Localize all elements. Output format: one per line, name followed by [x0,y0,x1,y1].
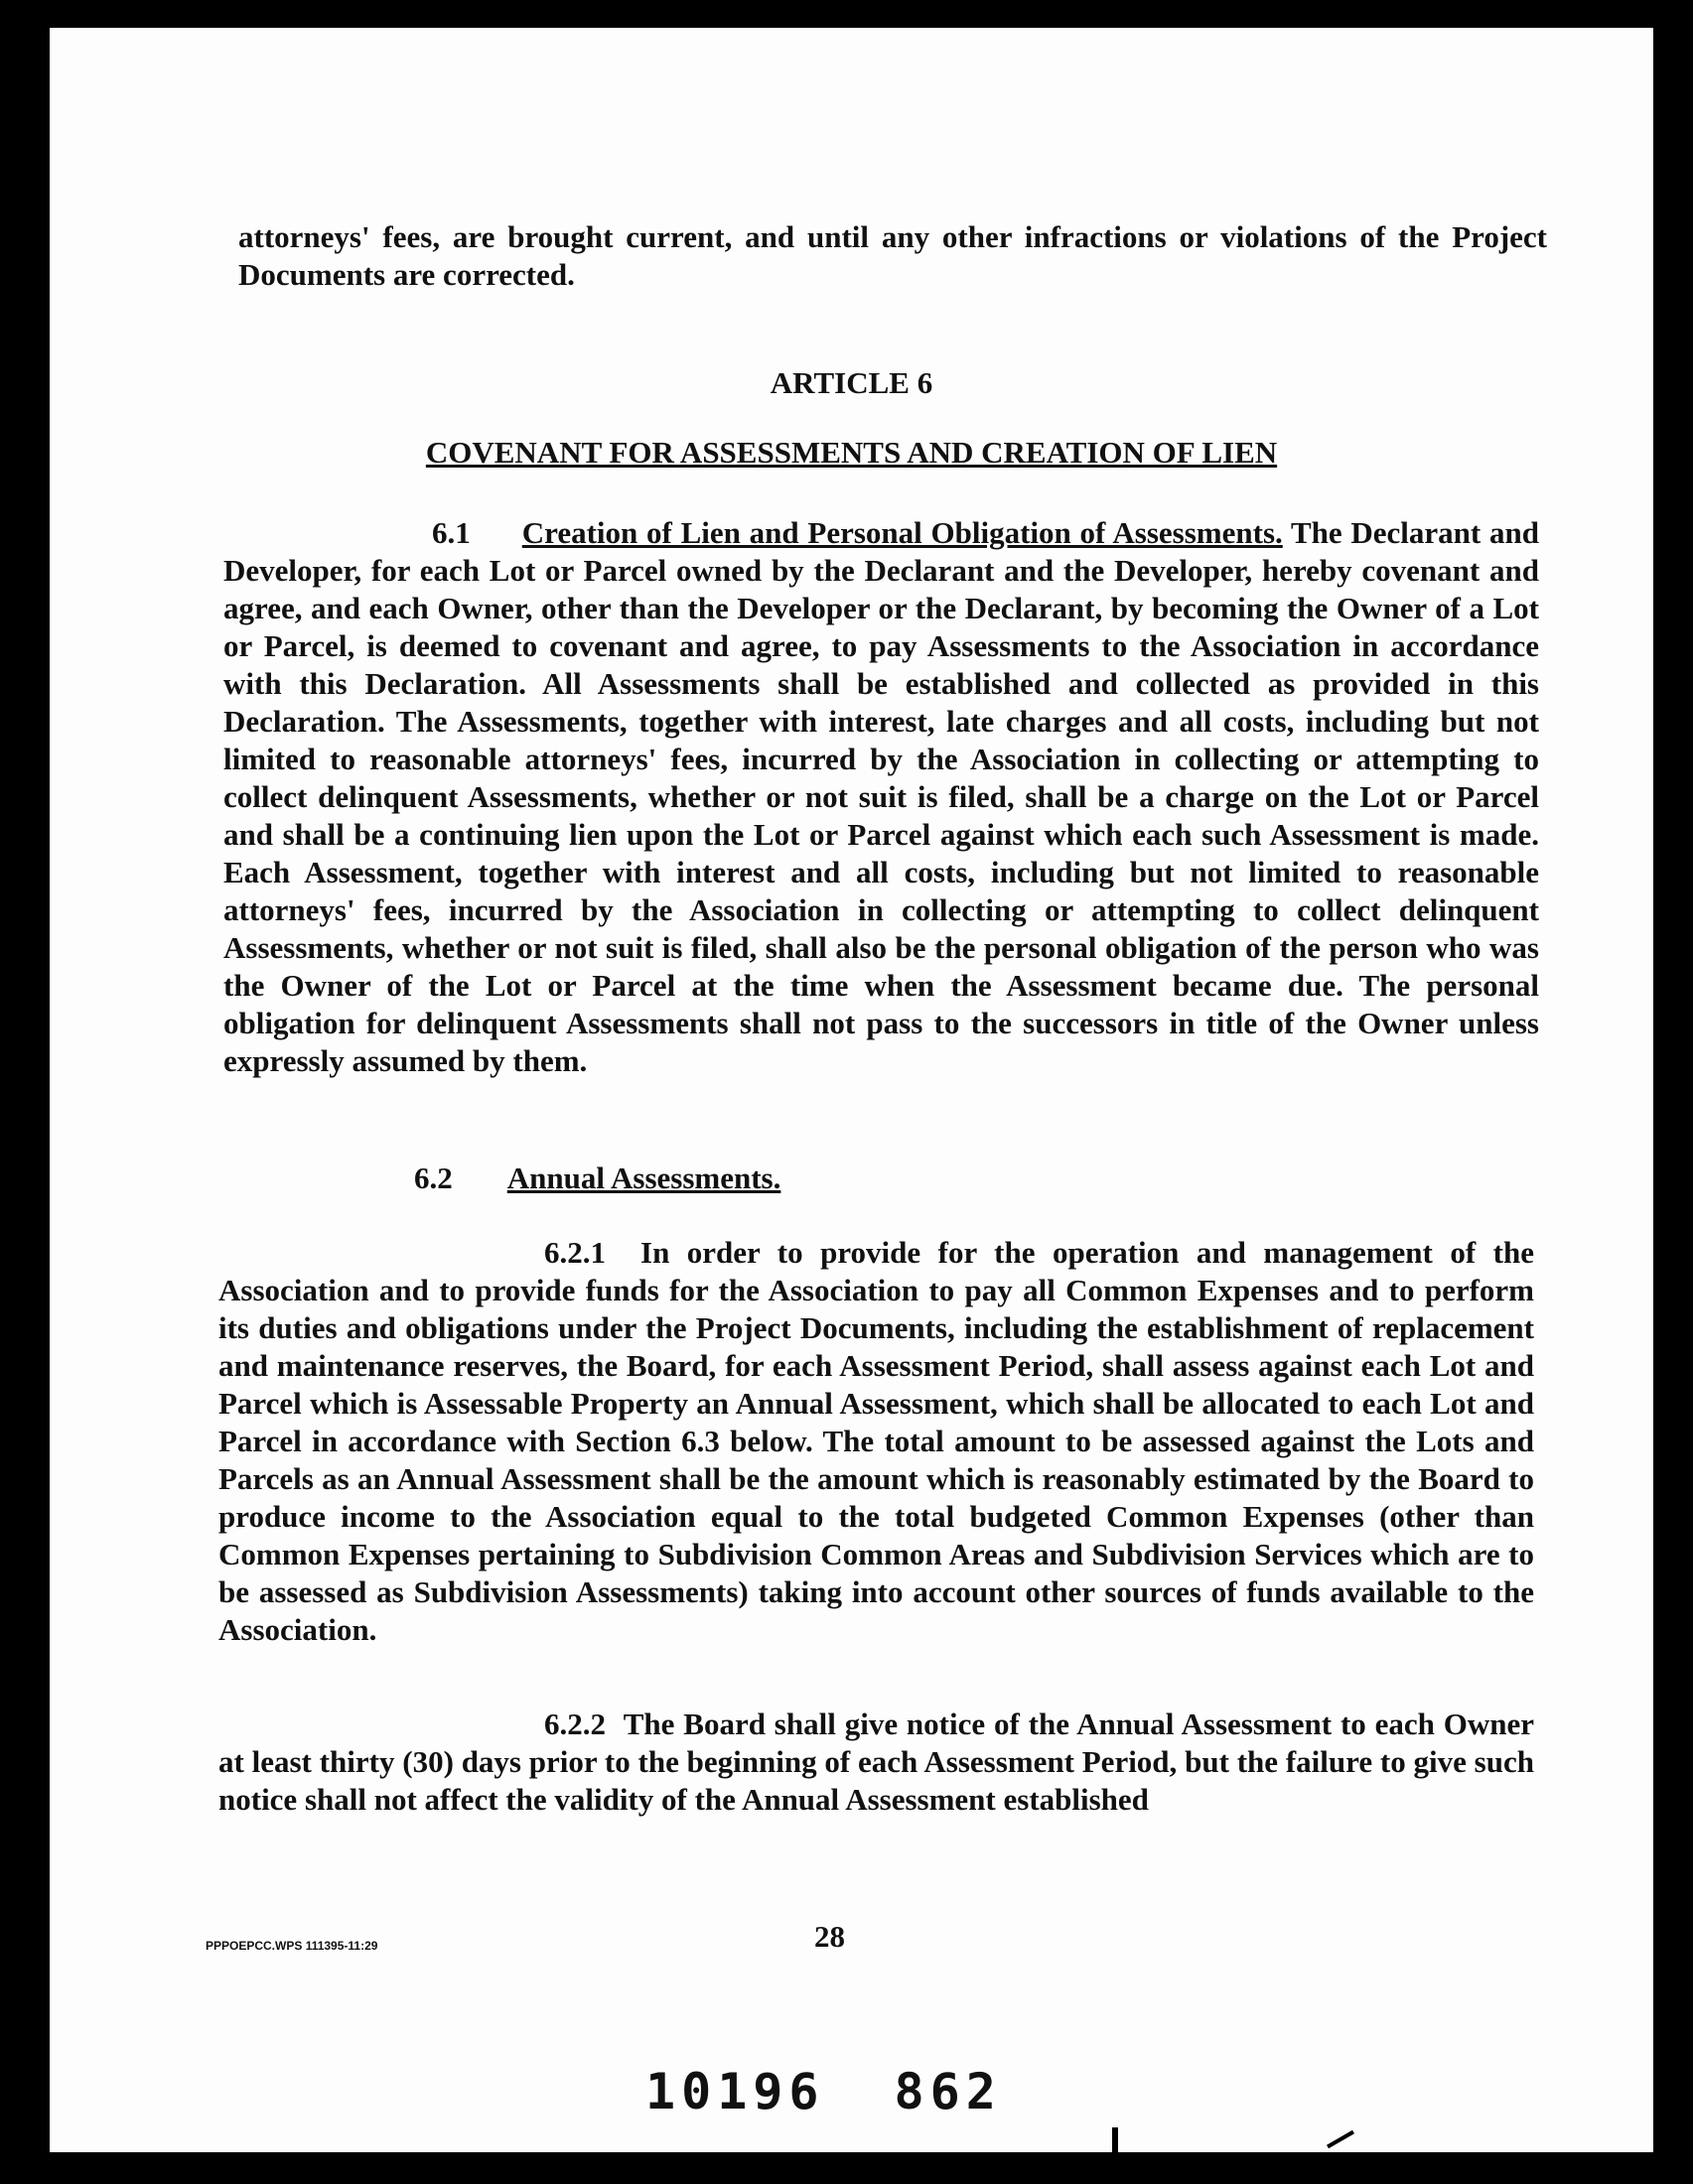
recording-stamp [645,2063,1002,2120]
section-6-2-1 [218,1234,1534,1649]
continuation-paragraph [238,218,1547,294]
article-title: COVENANT FOR ASSESSMENTS AND CREATION OF LIEN [425,435,1278,470]
stamp-page-number: 862 [894,2063,1002,2120]
section-6-1-body: The Declarant and Developer, for each Lot or Parcel owned by the Declarant and the Developer, hereby covenant and agree, and each Owner, other than the Developer or the Declarant, by becoming the Owner of a Lot or Parcel, is deemed to covenant and agree, to pay Assessments to the Association in accordance with this Declaration. All Assessments shall be established and collected as provided in this Declaration. The Assessments, together with interest, late charges and all costs, including but not limited to reasonable attorneys' fees, incurred by the Association in collecting or attempting to collect delinquent Assessments, whether or not suit is filed, shall be a charge on the Lot or Parcel and shall be a continuing lien upon the Lot or Parcel against which each such Assessment is made. Each Assessment, together with interest and all costs, including but not limited to reasonable attorneys' fees, incurred by the Association in collecting or attempting to collect delinquent Assessments, whether or not suit is filed, shall also be the personal obligation of the person who was the Owner of the Lot or Parcel at the time when the Assessment became due. The personal obligation for delinquent Assessments shall not pass to the successors in title of the Owner unless expressly assumed by them. [223,515,1539,1078]
section-6-2-2-body: The Board shall give notice of the Annual Assessment to each Owner at least thirty (30) days prior to the beginning of each Assessment Period, but the failure to give such notice shall not affect the validity of the Annual Assessment established [218,1706,1535,1817]
section-6-2-heading [414,1160,1010,1197]
footer-file-code: PPPOEPCC.WPS 111395-11:29 [206,1939,378,1953]
continuation-text: attorneys' fees, are brought current, and until any other infractions or violations of the Project Documents are corrected. [238,219,1547,292]
section-6-2-2-number: 6.2.2 [544,1706,606,1741]
stamp-book-number: 10196 [645,2063,825,2120]
section-6-2-number: 6.2 [414,1160,453,1195]
section-6-2-title: Annual Assessments. [506,1160,781,1195]
document-page [50,28,1653,2152]
section-6-1-title: Creation of Lien and Personal Obligation of Assessments. [521,515,1283,550]
section-6-1 [223,514,1539,1080]
section-6-2-2 [218,1706,1534,1819]
article-number: ARTICLE 6 [770,365,933,400]
section-6-2-1-body: In order to provide for the operation and management of the Association and to provide funds for the Association to pay all Common Expenses and to perform its duties and obligations under the Project Documents, including the establishment of replacement and maintenance reserves, the Board, for each Assessment Period, shall assess against each Lot and Parcel which is Assessable Property an Annual Assessment, which shall be allocated to each Lot and Parcel in accordance with Section 6.3 below. The total amount to be assessed against the Lots and Parcels as an Annual Assessment shall be the amount which is reasonably estimated by the Board to produce income to the Association equal to the total budgeted Common Expenses (other than Common Expenses pertaining to Subdivision Common Areas and Subdivision Services which are to be assessed as Subdivision Assessments) taking into account other sources of funds available to the Association. [218,1235,1534,1647]
scan-artifact [1327,2130,1354,2148]
page-number: 28 [814,1919,845,1954]
scan-artifact [1112,2127,1118,2152]
section-6-2-1-number: 6.2.1 [544,1235,606,1270]
section-6-1-number: 6.1 [432,515,471,550]
